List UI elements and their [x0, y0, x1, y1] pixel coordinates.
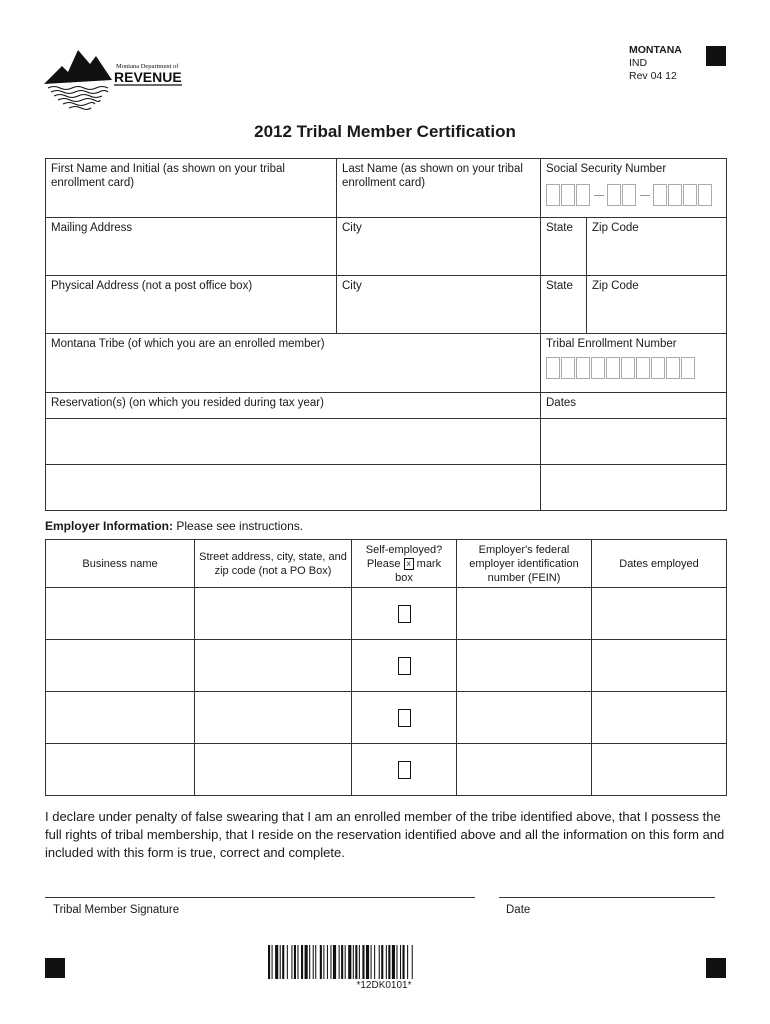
address-cell[interactable] — [195, 744, 352, 796]
physical-city-field[interactable] — [337, 276, 541, 334]
employer-row-4 — [46, 744, 727, 796]
barcode — [268, 945, 500, 979]
dates-header — [541, 393, 727, 419]
employer-table — [45, 539, 727, 796]
physical-zip-label: Zip Code — [592, 280, 639, 292]
business-name-cell[interactable] — [46, 692, 195, 744]
dates-label: Dates — [546, 397, 577, 409]
first-name-field[interactable] — [46, 159, 337, 218]
self-employed-cell — [352, 588, 457, 640]
physical-city-label: City — [342, 280, 362, 292]
ssn-digit-boxes[interactable] — [546, 184, 721, 206]
registration-mark-bottom-left — [45, 958, 65, 978]
ssn-field[interactable] — [541, 159, 727, 218]
montana-revenue-logo — [44, 42, 184, 114]
fein-cell[interactable] — [457, 744, 592, 796]
first-name-label: First Name and Initial (as shown on your tribal enrollment card) — [51, 163, 285, 189]
svg-text:REVENUE: REVENUE — [114, 69, 182, 85]
enrollment-number-label: Tribal Enrollment Number — [546, 338, 677, 350]
physical-state-label: State — [546, 280, 573, 292]
form-type: IND — [629, 57, 648, 69]
reservation-header — [46, 393, 541, 419]
registration-mark-top-right — [706, 46, 726, 66]
last-name-field[interactable] — [337, 159, 541, 218]
x-mark-icon: x — [404, 558, 414, 570]
page-title: 2012 Tribal Member Certification — [254, 122, 516, 141]
signature-label: Tribal Member Signature — [53, 904, 180, 916]
mailing-address-label: Mailing Address — [51, 222, 133, 234]
self-employed-checkbox[interactable] — [398, 709, 411, 727]
col-self-employed: Self-employed? Please x mark box — [352, 540, 457, 588]
declaration-text: I declare under penalty of false swearing that I am an enrolled member of the tribe identified above, that I possess the full rights of tribal membership, that I reside on the reservation identified above and all the information on this form and included with this form is true, correct and complete. — [45, 809, 725, 860]
business-name-cell[interactable] — [46, 640, 195, 692]
self-employed-cell — [352, 692, 457, 744]
enrollment-digit-boxes[interactable] — [546, 357, 721, 379]
employer-row-2 — [46, 640, 727, 692]
fein-cell[interactable] — [457, 692, 592, 744]
col-dates-employed: Dates employed — [592, 540, 727, 588]
date-line[interactable] — [499, 897, 715, 898]
mailing-city-label: City — [342, 222, 362, 234]
physical-zip-field[interactable] — [587, 276, 727, 334]
mailing-zip-field[interactable] — [587, 218, 727, 276]
reservation-entry-2[interactable] — [46, 465, 541, 511]
fein-cell[interactable] — [457, 588, 592, 640]
reservation-label: Reservation(s) (on which you resided during tax year) — [51, 397, 324, 409]
tribe-field[interactable] — [46, 334, 541, 393]
form-revision: Rev 04 12 — [629, 70, 677, 82]
self-employed-cell — [352, 744, 457, 796]
last-name-label: Last Name (as shown on your tribal enrollment card) — [342, 163, 523, 189]
fein-cell[interactable] — [457, 640, 592, 692]
employer-row-1 — [46, 588, 727, 640]
dates-entry-2[interactable] — [541, 465, 727, 511]
physical-state-field[interactable] — [541, 276, 587, 334]
business-name-cell[interactable] — [46, 744, 195, 796]
form-code — [629, 44, 682, 83]
date-label: Date — [506, 904, 531, 916]
dates-entry-1[interactable] — [541, 419, 727, 465]
self-employed-checkbox[interactable] — [398, 761, 411, 779]
svg-text:Montana Department of: Montana Department of — [116, 63, 179, 70]
self-employed-checkbox[interactable] — [398, 657, 411, 675]
address-cell[interactable] — [195, 692, 352, 744]
signature-line[interactable] — [45, 897, 475, 898]
dates-employed-cell[interactable] — [592, 744, 727, 796]
employer-caption: Employer Information: Please see instructions. — [45, 519, 304, 533]
col-street-address: Street address, city, state, and zip code (not a PO Box) — [195, 540, 352, 588]
barcode-text: *12DK0101* — [356, 980, 412, 991]
physical-address-label: Physical Address (not a post office box) — [51, 280, 253, 292]
tribe-label: Montana Tribe (of which you are an enrolled member) — [51, 338, 325, 350]
enrollment-number-field[interactable] — [541, 334, 727, 393]
dates-employed-cell[interactable] — [592, 640, 727, 692]
ssn-label: Social Security Number — [546, 163, 667, 175]
mailing-state-label: State — [546, 222, 573, 234]
personal-info-table — [45, 158, 727, 511]
address-cell[interactable] — [195, 640, 352, 692]
form-state: MONTANA — [629, 44, 682, 56]
col-fein: Employer's federal employer identification number (FEIN) — [457, 540, 592, 588]
dates-employed-cell[interactable] — [592, 692, 727, 744]
mailing-state-field[interactable] — [541, 218, 587, 276]
physical-address-field[interactable] — [46, 276, 337, 334]
mailing-city-field[interactable] — [337, 218, 541, 276]
self-employed-checkbox[interactable] — [398, 605, 411, 623]
mailing-zip-label: Zip Code — [592, 222, 639, 234]
registration-mark-bottom-right — [706, 958, 726, 978]
self-employed-cell — [352, 640, 457, 692]
dates-employed-cell[interactable] — [592, 588, 727, 640]
reservation-entry-1[interactable] — [46, 419, 541, 465]
col-business-name: Business name — [46, 540, 195, 588]
mailing-address-field[interactable] — [46, 218, 337, 276]
employer-row-3 — [46, 692, 727, 744]
business-name-cell[interactable] — [46, 588, 195, 640]
address-cell[interactable] — [195, 588, 352, 640]
